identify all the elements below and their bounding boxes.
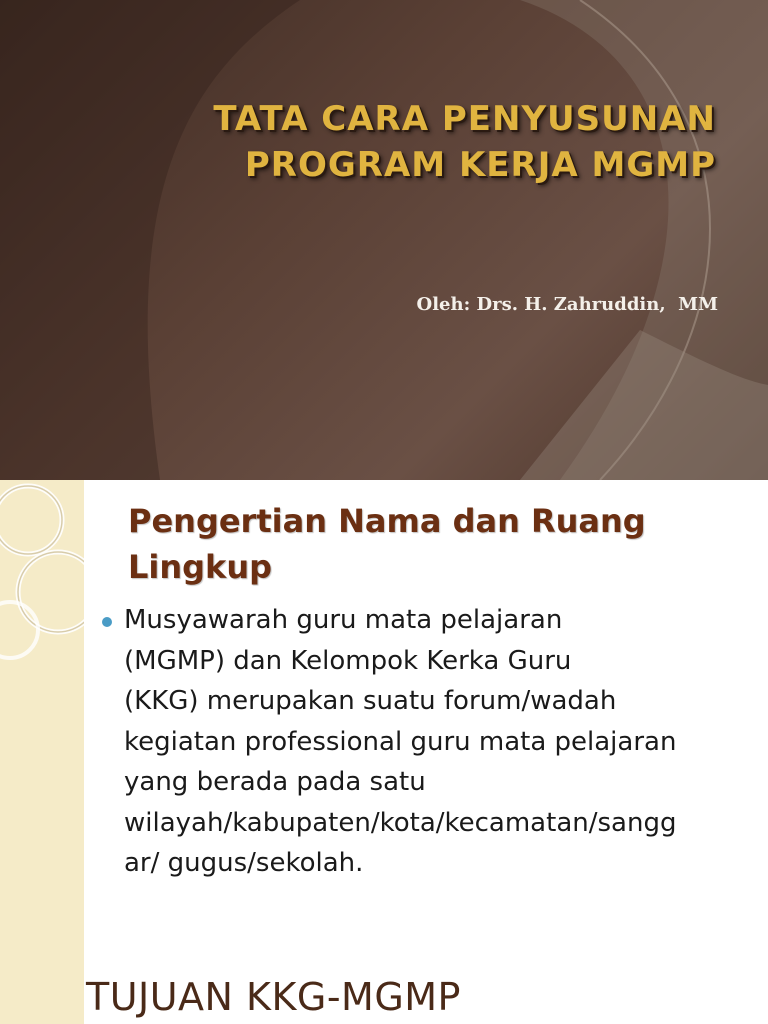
bullet-text-line: kegiatan professional guru mata pelajaran	[124, 726, 677, 757]
content-heading-line: Pengertian Nama dan Ruang	[128, 502, 646, 540]
title-slide	[0, 0, 768, 480]
slide-title	[156, 96, 716, 188]
bullet-text-line: Musyawarah guru mata pelajaran	[124, 605, 563, 635]
decorative-side-strip	[0, 480, 84, 1024]
bullet-text-line: yang berada pada satu	[124, 767, 426, 797]
slide-title-line: PROGRAM KERJA MGMP	[244, 145, 716, 185]
bullet-text-line: (KKG) merupakan suatu forum/wadah	[124, 686, 617, 716]
content-slide	[0, 480, 768, 1024]
background-arcs	[0, 0, 768, 480]
next-slide-title: TUJUAN KKG-MGMP	[86, 975, 461, 1019]
bullet-dot-icon	[102, 617, 112, 627]
bullet-text-line: wilayah/kabupaten/kota/kecamatan/sangg	[124, 807, 677, 838]
bullet-text-line: ar/ gugus/sekolah.	[124, 848, 364, 878]
author-text: Oleh: Drs. H. Zahruddin, MM	[416, 294, 718, 315]
slide-title-line: TATA CARA PENYUSUNAN	[213, 99, 716, 139]
decorative-circles	[0, 480, 84, 1024]
bullet-text	[124, 600, 724, 884]
bullet-text-line: (MGMP) dan Kelompok Kerka Guru	[124, 645, 572, 676]
content-heading	[128, 498, 728, 590]
content-heading-line: Lingkup	[128, 548, 273, 586]
